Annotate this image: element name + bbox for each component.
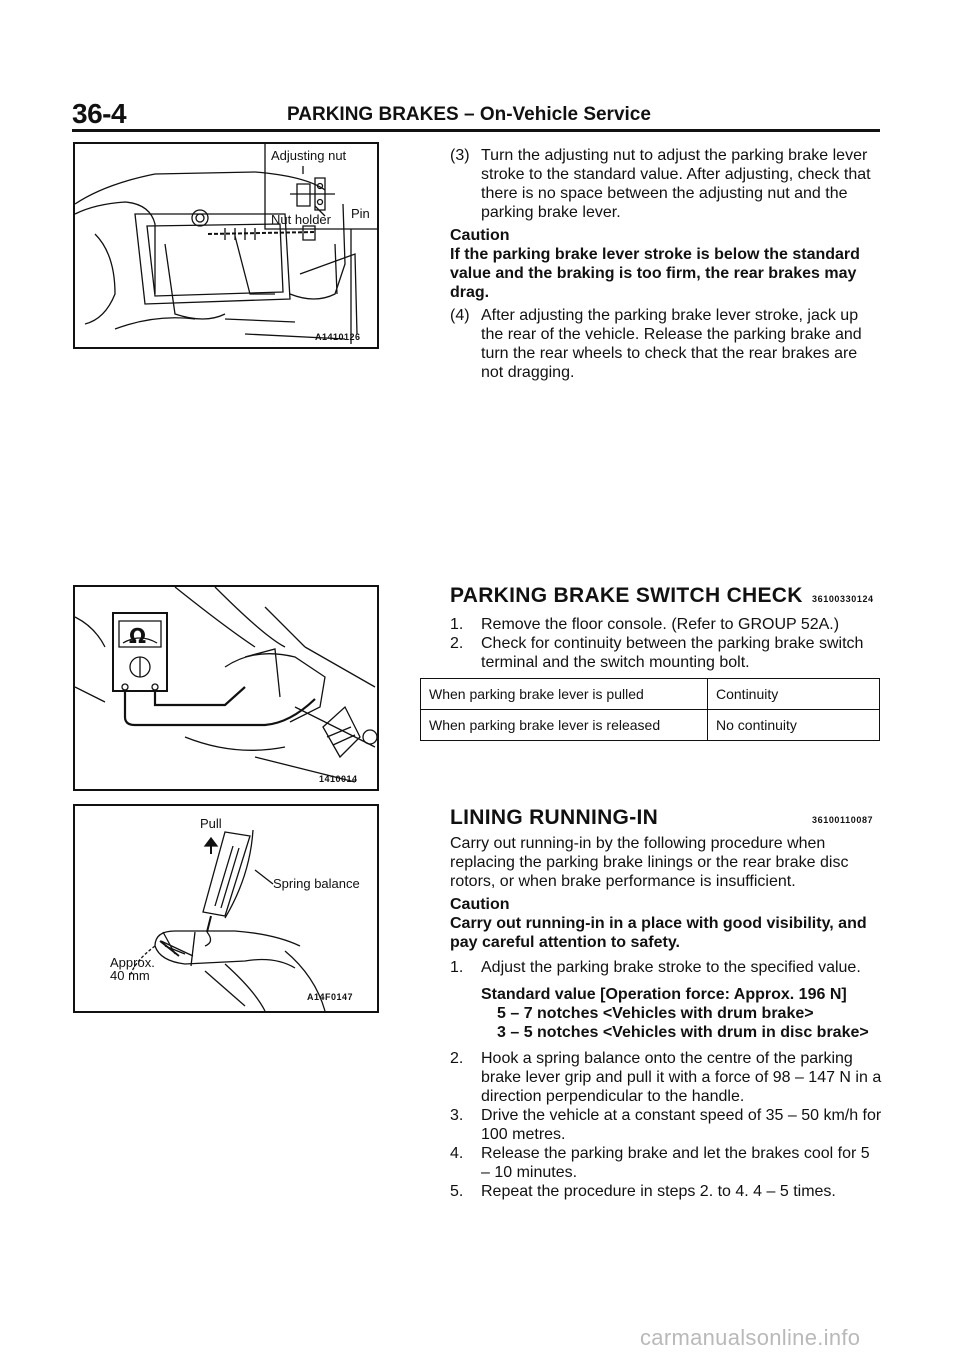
lining-step <box>450 1182 882 1201</box>
figure-code: 1410014 <box>319 774 358 784</box>
step-number: 5. <box>450 1183 464 1200</box>
switch-check-step <box>450 615 882 634</box>
step-number: 3. <box>450 1107 464 1124</box>
standard-value-line: 3 – 5 notches <Vehicles with drum in disc brake> <box>497 1024 869 1041</box>
figure-adjusting-nut <box>73 142 379 349</box>
callout-pull: Pull <box>200 816 222 831</box>
section-code: 36100110087 <box>812 815 874 825</box>
step-number: (3) <box>450 147 470 164</box>
lining-step <box>450 1144 882 1182</box>
lining-step <box>450 1049 882 1106</box>
step-text: Check for continuity between the parking brake switch terminal and the switch mounting bolt. <box>481 635 864 671</box>
step-number: (4) <box>450 307 470 324</box>
step-number: 1. <box>450 959 464 976</box>
table-row <box>421 710 880 741</box>
step-text: Adjust the parking brake stroke to the specified value. <box>481 959 861 976</box>
svg-text:Ω: Ω <box>129 624 147 648</box>
step-text: After adjusting the parking brake lever stroke, jack up the rear of the vehicle. Release the parking brake and turn the rear wheels to check that the rear brakes are not dragging. <box>481 307 862 381</box>
section-code: 36100330124 <box>812 594 874 604</box>
figure-code: A14F0147 <box>307 992 354 1002</box>
table-cell-result: No continuity <box>708 710 880 741</box>
lining-step <box>450 1106 882 1144</box>
standard-value-line: 5 – 7 notches <Vehicles with drum brake> <box>497 1005 814 1022</box>
section-title-switch-check: PARKING BRAKE SWITCH CHECK <box>450 584 803 607</box>
adjusting-nut-illustration <box>75 144 377 347</box>
step-number: 2. <box>450 635 464 652</box>
multimeter-illustration <box>75 587 377 789</box>
section-title-lining: LINING RUNNING-IN <box>450 806 659 829</box>
step-text: Repeat the procedure in steps 2. to 4. 4 – 5 times. <box>481 1183 836 1200</box>
step-text: Hook a spring balance onto the centre of the parking brake lever grip and pull it with a force of 98 – 147 N in a direction perpendicular to the handle. <box>481 1050 882 1105</box>
caution-label: Caution <box>450 896 510 913</box>
caution-text: Carry out running-in in a place with good visibility, and pay careful attention to safety. <box>450 915 867 951</box>
callout-nut-holder: Nut holder <box>271 212 331 227</box>
header-rule <box>72 129 880 132</box>
switch-check-step <box>450 634 882 672</box>
lining-step <box>450 958 882 977</box>
figure-code: A1410126 <box>315 332 361 342</box>
adjustment-step-3 <box>450 146 882 222</box>
adjustment-step-4 <box>450 306 882 382</box>
callout-approx: Approx. <box>110 955 155 970</box>
watermark: carmanualsonline.info <box>640 1325 861 1350</box>
figure-switch-check <box>73 585 379 791</box>
table-row <box>421 679 880 710</box>
step-number: 4. <box>450 1145 464 1162</box>
step-text: Turn the adjusting nut to adjust the parking brake lever stroke to the standard value. After adjusting, check that there is no space between the adjusting nut and the parking brake lever. <box>481 147 871 221</box>
lining-intro: Carry out running-in by the following procedure when replacing the parking brake linings or the rear brake disc rotors, or when brake performance is insufficient. <box>450 835 849 890</box>
callout-pin: Pin <box>351 206 370 221</box>
caution-text: If the parking brake lever stroke is below the standard value and the braking is too firm, the rear brakes may drag. <box>450 246 860 301</box>
caution-label: Caution <box>450 227 510 244</box>
step-text: Release the parking brake and let the brakes cool for 5 – 10 minutes. <box>481 1145 870 1181</box>
callout-40mm: 40 mm <box>110 968 150 983</box>
step-number: 1. <box>450 616 464 633</box>
table-cell-condition: When parking brake lever is pulled <box>421 679 708 710</box>
continuity-table <box>420 678 880 741</box>
table-cell-result: Continuity <box>708 679 880 710</box>
figure-spring-balance <box>73 804 379 1013</box>
table-cell-condition: When parking brake lever is released <box>421 710 708 741</box>
page-title: PARKING BRAKES – On-Vehicle Service <box>287 104 651 125</box>
callout-adjusting-nut: Adjusting nut <box>271 148 347 163</box>
standard-value-label: Standard value [Operation force: Approx. 196 N] <box>481 986 847 1003</box>
step-number: 2. <box>450 1050 464 1067</box>
page-number: 36-4 <box>72 98 127 129</box>
callout-spring-balance: Spring balance <box>273 876 360 891</box>
step-text: Remove the floor console. (Refer to GROUP 52A.) <box>481 616 840 633</box>
step-text: Drive the vehicle at a constant speed of 35 – 50 km/h for 100 metres. <box>481 1107 882 1143</box>
